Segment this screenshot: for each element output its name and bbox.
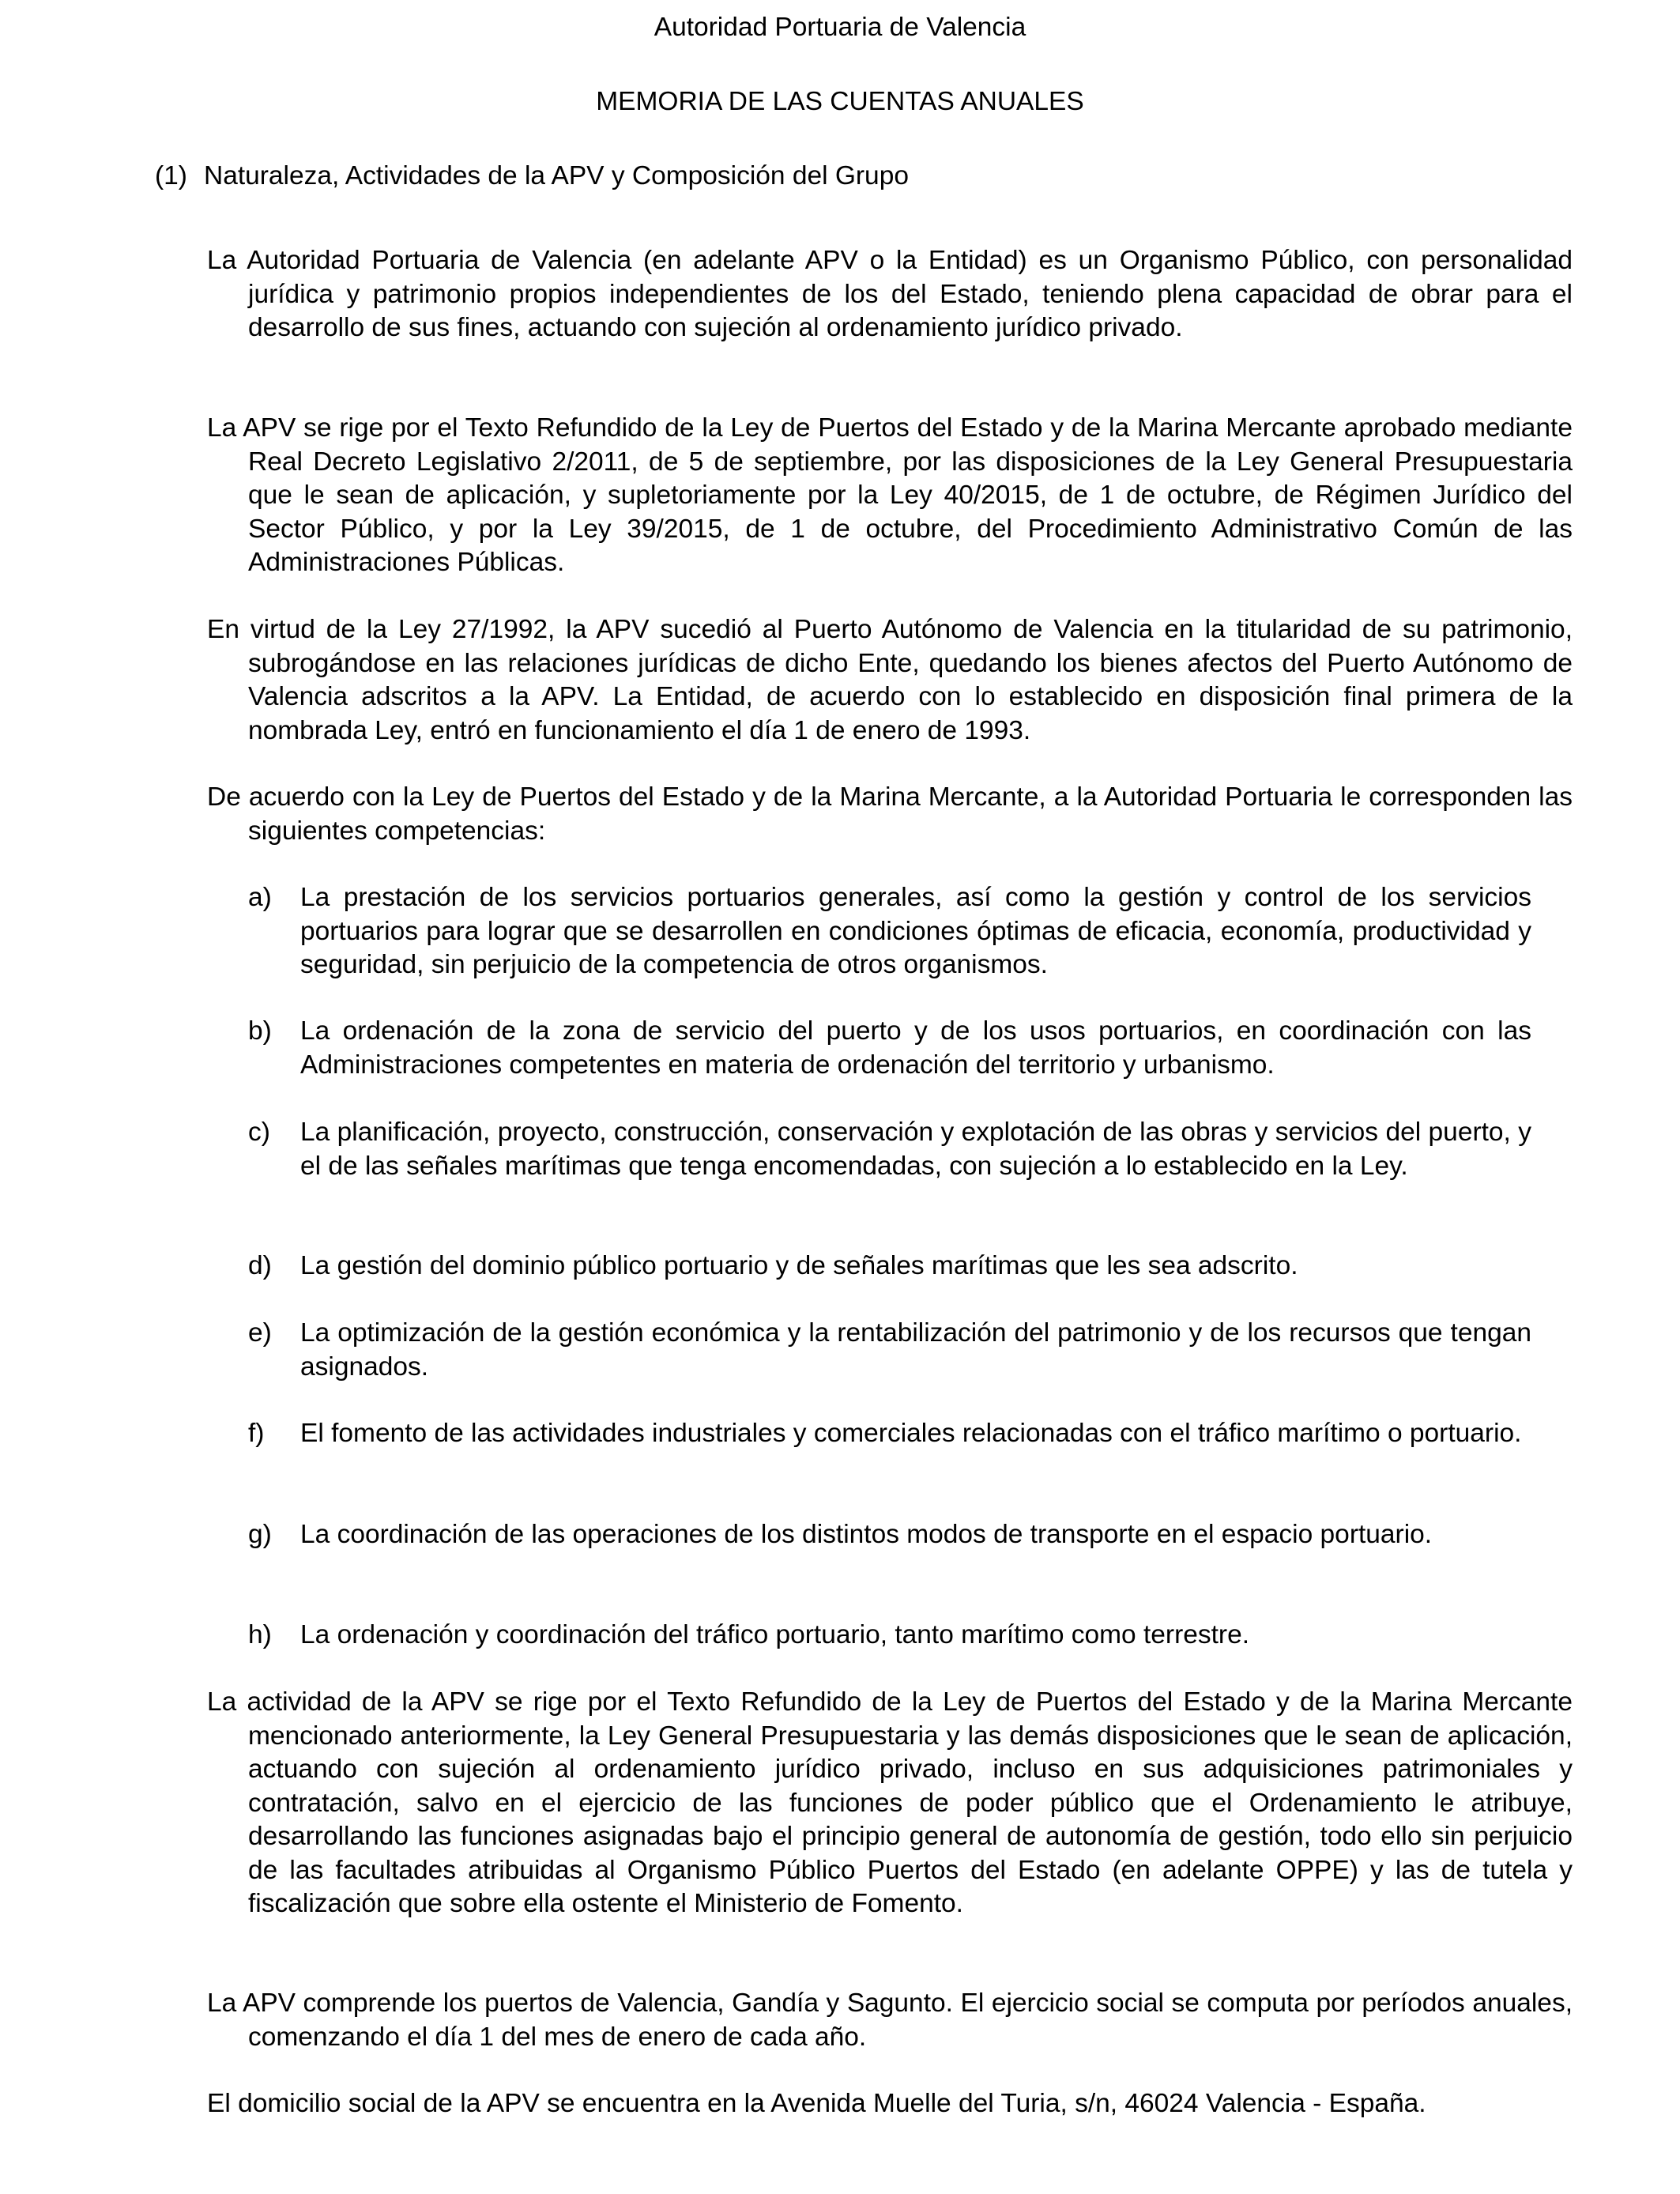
section-number: (1): [155, 161, 187, 190]
paragraph-sucesion: En virtud de la Ley 27/1992, la APV sucedió al Puerto Autónomo de Valencia en la titularidad de su patrimonio, subrogándose en las relaciones jurídicas de dicho Ente, quedando los bienes afectos del Puerto Autónomo de Valencia adscritos a la APV. La Entidad, de acuerdo con lo establecido en disposición final primera de la nombrada Ley, entró en funcionamiento el día 1 de enero de 1993.: [207, 615, 1573, 745]
list-marker: f): [248, 1419, 265, 1448]
document-header: Autoridad Portuaria de Valencia: [654, 13, 1026, 42]
list-item-text: La gestión del dominio público portuario y de señales marítimas que les sea adscrito.: [300, 1251, 1298, 1280]
list-item-text: La optimización de la gestión económica y la rentabilización del patrimonio y de los recursos que tengan asignados.: [300, 1318, 1531, 1382]
paragraph-domicilio: El domicilio social de la APV se encuentra en la Avenida Muelle del Turia, s/n, 46024 Valencia - España.: [207, 2089, 1426, 2118]
list-marker: d): [248, 1251, 272, 1280]
section-heading-text: Naturaleza, Actividades de la APV y Composición del Grupo: [204, 161, 909, 190]
list-item: [248, 1619, 1531, 1653]
list-item: [248, 1250, 1531, 1284]
document-title: MEMORIA DE LAS CUENTAS ANUALES: [596, 87, 1084, 116]
list-item: [248, 881, 1531, 982]
list-item: [248, 1015, 1531, 1082]
list-marker: e): [248, 1318, 272, 1348]
list-item: [248, 1417, 1531, 1451]
list-item-text: La planificación, proyecto, construcción, conservación y explotación de las obras y servicios del puerto, y el de las señales marítimas que tenga encomendadas, con sujeción a lo establecido en la Ley.: [300, 1118, 1531, 1181]
paragraph-puertos: La APV comprende los puertos de Valencia, Gandía y Sagunto. El ejercicio social se computa por períodos anuales, comenzando el día 1 del mes de enero de cada año.: [207, 1989, 1573, 2052]
paragraph-naturaleza: La Autoridad Portuaria de Valencia (en adelante APV o la Entidad) es un Organismo Público, con personalidad jurídica y patrimonio propios independientes de los del Estado, teniendo plena capacidad de obrar para el desarrollo de sus fines, actuando con sujeción al ordenamiento jurídico privado.: [207, 246, 1573, 342]
list-item: [248, 1116, 1531, 1183]
list-item-text: El fomento de las actividades industriales y comerciales relacionadas con el tráfico marítimo o portuario.: [300, 1419, 1522, 1448]
list-item-text: La coordinación de las operaciones de los distintos modos de transporte en el espacio portuario.: [300, 1520, 1433, 1549]
list-marker: a): [248, 883, 272, 912]
list-item-text: La ordenación y coordinación del tráfico portuario, tanto marítimo como terrestre.: [300, 1620, 1250, 1649]
list-item: [248, 1518, 1531, 1552]
section-heading: [155, 160, 909, 194]
paragraph-actividad: La actividad de la APV se rige por el Texto Refundido de la Ley de Puertos del Estado y de la Marina Mercante mencionado anteriormente, la Ley General Presupuestaria y las demás disposiciones que le sean de aplicación, actuando con sujeción al ordenamiento jurídico privado, incluso en sus adquisiciones patrimoniales y contratación, salvo en el ejercicio de las funciones de poder público que el Ordenamiento le atribuye, desarrollando las funciones asignadas bajo el principio general de autonomía de gestión, todo ello sin perjuicio de las facultades atribuidas al Organismo Público Puertos del Estado (en adelante OPPE) y las de tutela y fiscalización que sobre ella ostente el Ministerio de Fomento.: [207, 1687, 1573, 1918]
list-item-text: La prestación de los servicios portuarios generales, así como la gestión y control de los servicios portuarios para lograr que se desarrollen en condiciones óptimas de eficacia, economía, productividad y seguridad, sin perjuicio de la competencia de otros organismos.: [300, 883, 1531, 979]
list-marker: c): [248, 1118, 270, 1147]
paragraph-regimen-legal: La APV se rige por el Texto Refundido de la Ley de Puertos del Estado y de la Marina Mercante aprobado mediante Real Decreto Legislativo 2/2011, de 5 de septiembre, por las disposiciones de la Ley General Presupuestaria que le sean de aplicación, y supletoriamente por la Ley 40/2015, de 1 de octubre, de Régimen Jurídico del Sector Público, y por la Ley 39/2015, de 1 de octubre, del Procedimiento Administrativo Común de las Administraciones Públicas.: [207, 413, 1573, 577]
list-item: [248, 1317, 1531, 1384]
paragraph-competencias-intro: De acuerdo con la Ley de Puertos del Estado y de la Marina Mercante, a la Autoridad Portuaria le corresponden las siguientes competencias:: [207, 782, 1573, 846]
list-marker: b): [248, 1016, 272, 1046]
list-marker: h): [248, 1620, 272, 1649]
list-item-text: La ordenación de la zona de servicio del puerto y de los usos portuarios, en coordinación con las Administraciones competentes en materia de ordenación del territorio y urbanismo.: [300, 1016, 1531, 1080]
list-marker: g): [248, 1520, 272, 1549]
